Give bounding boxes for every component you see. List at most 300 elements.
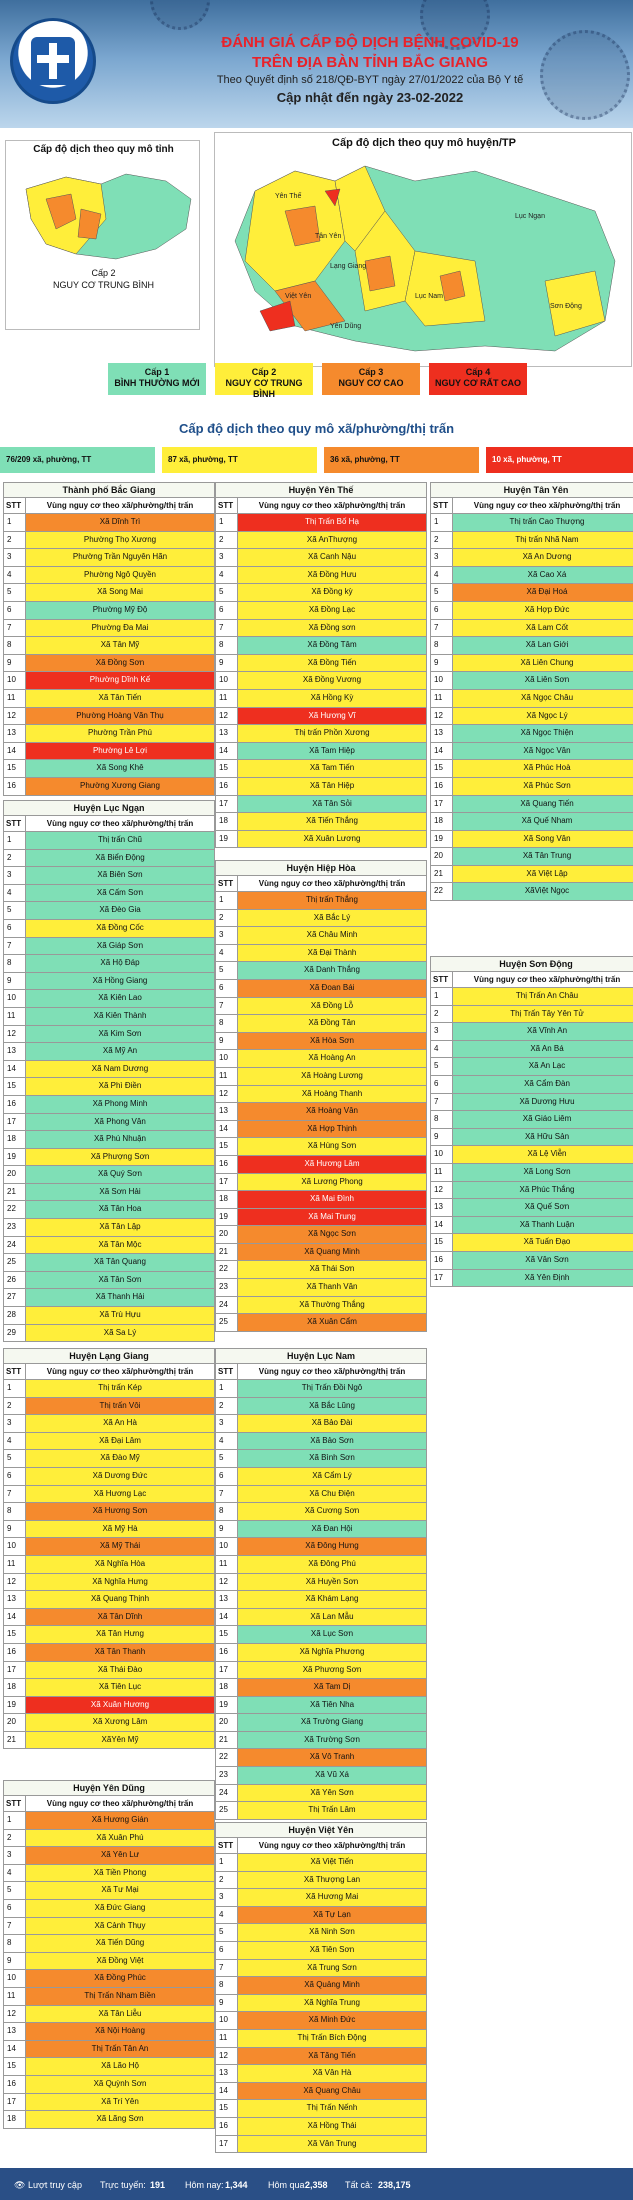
commune-name: Xã Bắc Lũng — [238, 1398, 426, 1415]
table-row — [3, 832, 215, 850]
table-row — [3, 778, 215, 796]
commune-name: Xã Đông Hưng — [238, 1538, 426, 1555]
table-row — [3, 743, 215, 761]
table-row — [3, 1061, 215, 1079]
table-row — [3, 1847, 215, 1865]
commune-name: Xã Tự Lạn — [238, 1907, 426, 1924]
table-header — [430, 972, 633, 988]
commune-name: Thị Trấn Nếnh — [238, 2100, 426, 2117]
commune-name: Phường Hoàng Văn Thụ — [26, 708, 214, 725]
unit-header: Vùng nguy cơ theo xã/phường/thị trấn — [258, 501, 406, 510]
table-row — [3, 725, 215, 743]
row-number: 16 — [431, 778, 453, 795]
row-number: 21 — [431, 866, 453, 883]
commune-name: Xã Tam Tiến — [238, 760, 426, 777]
commune-name: Thị trấn Chũ — [26, 832, 214, 849]
commune-name: Thị Trấn An Châu — [453, 988, 633, 1005]
table-row — [215, 1785, 427, 1803]
table-row — [3, 1714, 215, 1732]
table-row — [430, 1006, 633, 1024]
row-number: 11 — [216, 690, 238, 707]
commune-name: Xã Ngọc Vân — [453, 743, 633, 760]
district-label: Việt Yên — [285, 293, 312, 300]
province-level — [6, 267, 201, 291]
unit-header: Vùng nguy cơ theo xã/phường/thị trấn — [258, 879, 406, 888]
table-row — [430, 1111, 633, 1129]
commune-name: Xã Kim Sơn — [26, 1026, 214, 1043]
table-row — [430, 1234, 633, 1252]
row-number: 18 — [4, 1131, 26, 1148]
table-row — [215, 1174, 427, 1192]
row-number: 12 — [431, 1182, 453, 1199]
row-number: 25 — [216, 1314, 238, 1331]
legend-level-1: Cấp 1 BÌNH THƯỜNG MỚI — [108, 363, 206, 395]
commune-name: Xã Tiên Nha — [238, 1697, 426, 1714]
table-row — [215, 1050, 427, 1068]
row-number: 5 — [216, 962, 238, 979]
unit-header: Vùng nguy cơ theo xã/phường/thị trấn — [46, 1799, 194, 1808]
row-number: 17 — [4, 1114, 26, 1131]
table-row — [3, 1935, 215, 1953]
commune-name: Thị Trấn Đồi Ngô — [238, 1380, 426, 1397]
commune-name: Phường Trần Phú — [26, 725, 214, 742]
table-row — [215, 998, 427, 1016]
row-number: 4 — [4, 1433, 26, 1450]
table-row — [3, 2023, 215, 2041]
commune-name: Xã Việt Tiến — [238, 1854, 426, 1871]
table-row — [215, 1121, 427, 1139]
commune-name: Xã Yên Lư — [26, 1847, 214, 1864]
table-row — [430, 655, 633, 673]
row-number: 8 — [431, 637, 453, 654]
table-row — [430, 549, 633, 567]
stt-header: STT — [4, 498, 26, 513]
row-number: 2 — [4, 1830, 26, 1847]
commune-name: Xã Quý Sơn — [26, 1166, 214, 1183]
table-row — [215, 813, 427, 831]
district-table — [215, 1822, 427, 2153]
row-number: 17 — [4, 2094, 26, 2111]
table-header — [3, 1364, 215, 1380]
row-number: 23 — [216, 1767, 238, 1784]
row-number: 15 — [216, 2100, 238, 2117]
commune-name: Phường Xương Giang — [26, 778, 214, 795]
today-count: 1,344 — [225, 2180, 248, 2190]
table-row — [215, 637, 427, 655]
commune-name: Xã Đồng sơn — [238, 620, 426, 637]
row-number: 10 — [431, 1146, 453, 1163]
row-number: 23 — [216, 1279, 238, 1296]
commune-name: Xã Dĩnh Trì — [26, 514, 214, 531]
table-row — [215, 1503, 427, 1521]
row-number: 16 — [216, 1156, 238, 1173]
row-number: 4 — [431, 567, 453, 584]
table-row — [3, 655, 215, 673]
commune-name: Xã Hợp Đức — [453, 602, 633, 619]
unit-header: Vùng nguy cơ theo xã/phường/thị trấn — [473, 501, 621, 510]
commune-name: Xã Quế Sơn — [453, 1199, 633, 1216]
commune-name: Xã Vĩnh An — [453, 1023, 633, 1040]
district-name: Huyện Sơn Động — [430, 956, 633, 972]
table-row — [215, 1767, 427, 1785]
table-row — [3, 1307, 215, 1325]
row-number: 19 — [4, 1697, 26, 1714]
commune-name: Xã Phong Vân — [26, 1114, 214, 1131]
row-number: 18 — [4, 1679, 26, 1696]
table-header — [3, 1796, 215, 1812]
table-row — [3, 1415, 215, 1433]
row-number: 17 — [216, 2136, 238, 2153]
table-row — [430, 532, 633, 550]
row-number: 1 — [216, 1854, 238, 1871]
district-table — [215, 1348, 427, 1820]
row-number: 2 — [431, 532, 453, 549]
unit-header: Vùng nguy cơ theo xã/phường/thị trấn — [258, 1367, 406, 1376]
table-row — [215, 910, 427, 928]
table-row — [215, 1297, 427, 1315]
stt-header: STT — [4, 816, 26, 831]
legend-level-2: Cấp 2 NGUY CƠ TRUNG BÌNH — [215, 363, 313, 395]
row-number: 6 — [216, 1468, 238, 1485]
table-row — [215, 760, 427, 778]
commune-name: Xã Liên Chung — [453, 655, 633, 672]
province-level-number: Cấp 2 — [91, 268, 116, 278]
commune-name: Xã Bắc Lý — [238, 910, 426, 927]
row-number: 25 — [4, 1254, 26, 1271]
commune-name: Xã Nghĩa Hòa — [26, 1556, 214, 1573]
table-row — [215, 796, 427, 814]
table-row — [430, 796, 633, 814]
row-number: 3 — [4, 549, 26, 566]
row-number: 3 — [216, 1889, 238, 1906]
row-number: 8 — [216, 1503, 238, 1520]
district-table — [430, 482, 633, 901]
health-department-logo — [10, 18, 96, 104]
row-number: 15 — [216, 760, 238, 777]
district-table — [215, 860, 427, 1332]
row-number: 14 — [216, 743, 238, 760]
table-row — [3, 1219, 215, 1237]
legend-level-4: Cấp 4 NGUY CƠ RẤT CAO — [429, 363, 527, 395]
table-row — [215, 1977, 427, 1995]
table-row — [430, 514, 633, 532]
yesterday-count: 2,358 — [305, 2180, 328, 2190]
table-row — [215, 1574, 427, 1592]
table-row — [3, 1679, 215, 1697]
commune-name: Xã Phúc Hoà — [453, 760, 633, 777]
stt-header: STT — [4, 1364, 26, 1379]
row-number: 13 — [4, 1591, 26, 1608]
table-row — [215, 1749, 427, 1767]
row-number: 20 — [431, 848, 453, 865]
table-row — [215, 1068, 427, 1086]
table-row — [215, 1468, 427, 1486]
commune-name: Xã Hương Lạc — [26, 1486, 214, 1503]
row-number: 2 — [216, 1872, 238, 1889]
row-number: 7 — [4, 1486, 26, 1503]
row-number: 20 — [216, 1226, 238, 1243]
commune-name: Xã Đèo Gia — [26, 902, 214, 919]
row-number: 1 — [216, 514, 238, 531]
table-row — [215, 778, 427, 796]
row-number: 11 — [4, 1556, 26, 1573]
today-label: Hôm nay: — [185, 2180, 224, 2190]
table-row — [215, 980, 427, 998]
table-row — [3, 1626, 215, 1644]
row-number: 18 — [431, 813, 453, 830]
commune-name: Xã Tân Dĩnh — [26, 1609, 214, 1626]
commune-name: Xã Tân Hoa — [26, 1201, 214, 1218]
table-row — [3, 1254, 215, 1272]
unit-header: Vùng nguy cơ theo xã/phường/thị trấn — [46, 501, 194, 510]
commune-name: Xã Ngọc Sơn — [238, 1226, 426, 1243]
commune-name: Xã Đồng Cốc — [26, 920, 214, 937]
commune-name: Xã Lãng Sơn — [26, 2111, 214, 2128]
table-row — [215, 2118, 427, 2136]
table-header — [3, 498, 215, 514]
row-number: 11 — [431, 690, 453, 707]
row-number: 10 — [4, 1538, 26, 1555]
row-number: 17 — [216, 796, 238, 813]
province-map-panel — [5, 140, 200, 330]
table-row — [3, 1398, 215, 1416]
commune-name: Xã Hùng Sơn — [238, 1138, 426, 1155]
row-number: 10 — [216, 1050, 238, 1067]
table-row — [215, 708, 427, 726]
commune-name: Xã Tư Mại — [26, 1882, 214, 1899]
row-number: 14 — [4, 1609, 26, 1626]
commune-name: Xã Phương Sơn — [238, 1662, 426, 1679]
table-row — [215, 1609, 427, 1627]
commune-name: Xã Tân Sỏi — [238, 796, 426, 813]
commune-name: Thị Trấn Lâm — [238, 1802, 426, 1819]
table-row — [3, 1131, 215, 1149]
table-row — [215, 1942, 427, 1960]
table-row — [430, 1041, 633, 1059]
commune-name: Xã Trù Hựu — [26, 1307, 214, 1324]
table-row — [3, 1988, 215, 2006]
online-label: Trực tuyến: — [100, 2180, 146, 2190]
row-number: 12 — [4, 1574, 26, 1591]
table-row — [215, 1854, 427, 1872]
row-number: 13 — [216, 1591, 238, 1608]
table-row — [215, 1697, 427, 1715]
table-row — [3, 920, 215, 938]
table-row — [3, 1043, 215, 1061]
commune-name: XãViệt Ngọc — [453, 883, 633, 900]
row-number: 18 — [216, 1191, 238, 1208]
table-header — [215, 1364, 427, 1380]
table-row — [3, 2041, 215, 2059]
commune-name: Phường Lê Lợi — [26, 743, 214, 760]
table-row — [3, 672, 215, 690]
row-number: 17 — [431, 796, 453, 813]
table-row — [215, 1138, 427, 1156]
commune-name: Xã Tân Trung — [453, 848, 633, 865]
table-row — [430, 567, 633, 585]
commune-name: Xã Trường Sơn — [238, 1732, 426, 1749]
row-number: 10 — [216, 1538, 238, 1555]
stt-header: STT — [216, 876, 238, 891]
commune-name: Xã Tân Lập — [26, 1219, 214, 1236]
table-row — [215, 2065, 427, 2083]
row-number: 3 — [4, 1847, 26, 1864]
table-row — [3, 1289, 215, 1307]
row-number: 16 — [4, 1644, 26, 1661]
commune-name: Xã An Lạc — [453, 1058, 633, 1075]
table-row — [215, 2012, 427, 2030]
table-row — [430, 1094, 633, 1112]
commune-name: Phường Đa Mai — [26, 620, 214, 637]
row-number: 13 — [216, 725, 238, 742]
row-number: 11 — [4, 1008, 26, 1025]
table-row — [215, 1644, 427, 1662]
commune-name: Xã An Bá — [453, 1041, 633, 1058]
table-row — [430, 620, 633, 638]
row-number: 6 — [4, 1900, 26, 1917]
commune-name: Xã Ngọc Lý — [453, 708, 633, 725]
row-number: 7 — [4, 1918, 26, 1935]
table-row — [3, 549, 215, 567]
row-number: 2 — [431, 1006, 453, 1023]
table-row — [3, 1433, 215, 1451]
commune-name: Thị Trấn Nham Biền — [26, 1988, 214, 2005]
table-header — [215, 498, 427, 514]
row-number: 20 — [4, 1166, 26, 1183]
table-row — [430, 848, 633, 866]
commune-name: Phường Mỹ Độ — [26, 602, 214, 619]
table-row — [3, 1166, 215, 1184]
row-number: 2 — [4, 1398, 26, 1415]
commune-name: Xã Liên Sơn — [453, 672, 633, 689]
table-row — [215, 1556, 427, 1574]
table-row — [3, 584, 215, 602]
table-row — [215, 1380, 427, 1398]
visits-label: Lượt truy cập — [28, 2180, 82, 2190]
row-number: 2 — [4, 532, 26, 549]
decision-reference: Theo Quyết định số 218/QĐ-BYT ngày 27/01/2022 của Bộ Y tế — [216, 74, 524, 86]
commune-name: Xã Mỹ An — [26, 1043, 214, 1060]
row-number: 8 — [431, 1111, 453, 1128]
row-number: 5 — [4, 1450, 26, 1467]
commune-name: Xã Xuân Lương — [238, 831, 426, 848]
row-number: 13 — [4, 725, 26, 742]
commune-name: Xã Nghĩa Phương — [238, 1644, 426, 1661]
commune-name: Xã Đồng Tiến — [238, 655, 426, 672]
row-number: 9 — [4, 1521, 26, 1538]
table-row — [215, 2136, 427, 2154]
table-row — [430, 1199, 633, 1217]
district-label: Lục Ngạn — [515, 213, 545, 220]
row-number: 15 — [216, 1138, 238, 1155]
commune-name: Xã An Hà — [26, 1415, 214, 1432]
table-row — [215, 1714, 427, 1732]
row-number: 9 — [4, 1953, 26, 1970]
district-label: Sơn Động — [550, 303, 582, 310]
table-row — [215, 1662, 427, 1680]
commune-name: Xã Xuân Phú — [26, 1830, 214, 1847]
district-name: Huyện Tân Yên — [430, 482, 633, 498]
row-number: 1 — [216, 1380, 238, 1397]
table-row — [3, 1096, 215, 1114]
commune-name: Xã Chu Điện — [238, 1486, 426, 1503]
table-row — [215, 1521, 427, 1539]
table-row — [3, 1008, 215, 1026]
table-row — [3, 938, 215, 956]
table-row — [3, 514, 215, 532]
table-row — [430, 866, 633, 884]
table-row — [215, 1433, 427, 1451]
table-row — [215, 584, 427, 602]
table-row — [430, 1217, 633, 1235]
commune-name: Xã Quỳnh Sơn — [26, 2076, 214, 2093]
stt-header: STT — [216, 1838, 238, 1853]
commune-name: Xã Thượng Lan — [238, 1872, 426, 1889]
district-table — [215, 482, 427, 848]
table-row — [215, 2083, 427, 2101]
legend-level-3: Cấp 3 NGUY CƠ CAO — [322, 363, 420, 395]
commune-name: Xã Tiến Thắng — [238, 813, 426, 830]
table-row — [215, 1103, 427, 1121]
commune-name: Xã Hương Vĩ — [238, 708, 426, 725]
district-table — [3, 482, 215, 796]
table-row — [215, 927, 427, 945]
table-row — [3, 1644, 215, 1662]
row-number: 4 — [216, 945, 238, 962]
row-number: 29 — [4, 1325, 26, 1342]
table-row — [430, 1270, 633, 1288]
table-row — [3, 1380, 215, 1398]
commune-name: Xã Phú Nhuận — [26, 1131, 214, 1148]
row-number: 17 — [4, 1662, 26, 1679]
total-count: 238,175 — [378, 2180, 411, 2190]
row-number: 14 — [4, 1061, 26, 1078]
table-row — [3, 708, 215, 726]
commune-name: Xã Xương Lâm — [26, 1714, 214, 1731]
commune-name: Xã Hương Sơn — [26, 1503, 214, 1520]
commune-name: Xã Hợp Thịnh — [238, 1121, 426, 1138]
table-row — [3, 1865, 215, 1883]
row-number: 12 — [4, 1026, 26, 1043]
table-row — [3, 902, 215, 920]
row-number: 15 — [4, 1626, 26, 1643]
row-number: 7 — [4, 938, 26, 955]
row-number: 17 — [216, 1662, 238, 1679]
row-number: 24 — [216, 1785, 238, 1802]
commune-name: Xã Xuân Cẩm — [238, 1314, 426, 1331]
row-number: 14 — [216, 1609, 238, 1626]
commune-name: Xã Tân Mỹ — [26, 637, 214, 654]
row-number: 12 — [4, 708, 26, 725]
commune-name: Xã Giáo Liêm — [453, 1111, 633, 1128]
table-row — [3, 1882, 215, 1900]
row-number: 2 — [216, 910, 238, 927]
commune-name: Xã Mai Đình — [238, 1191, 426, 1208]
row-number: 16 — [216, 1644, 238, 1661]
table-row — [215, 1398, 427, 1416]
table-row — [215, 655, 427, 673]
row-number: 2 — [216, 532, 238, 549]
table-row — [430, 760, 633, 778]
row-number: 22 — [216, 1749, 238, 1766]
row-number: 9 — [431, 655, 453, 672]
count-level-1: 76/209 xã, phường, TT — [0, 447, 155, 473]
row-number: 13 — [216, 1103, 238, 1120]
district-name: Huyện Lục Nam — [215, 1348, 427, 1364]
commune-name: Xã Tuấn Đạo — [453, 1234, 633, 1251]
table-row — [3, 1609, 215, 1627]
commune-name: Xã Hữu Sản — [453, 1129, 633, 1146]
